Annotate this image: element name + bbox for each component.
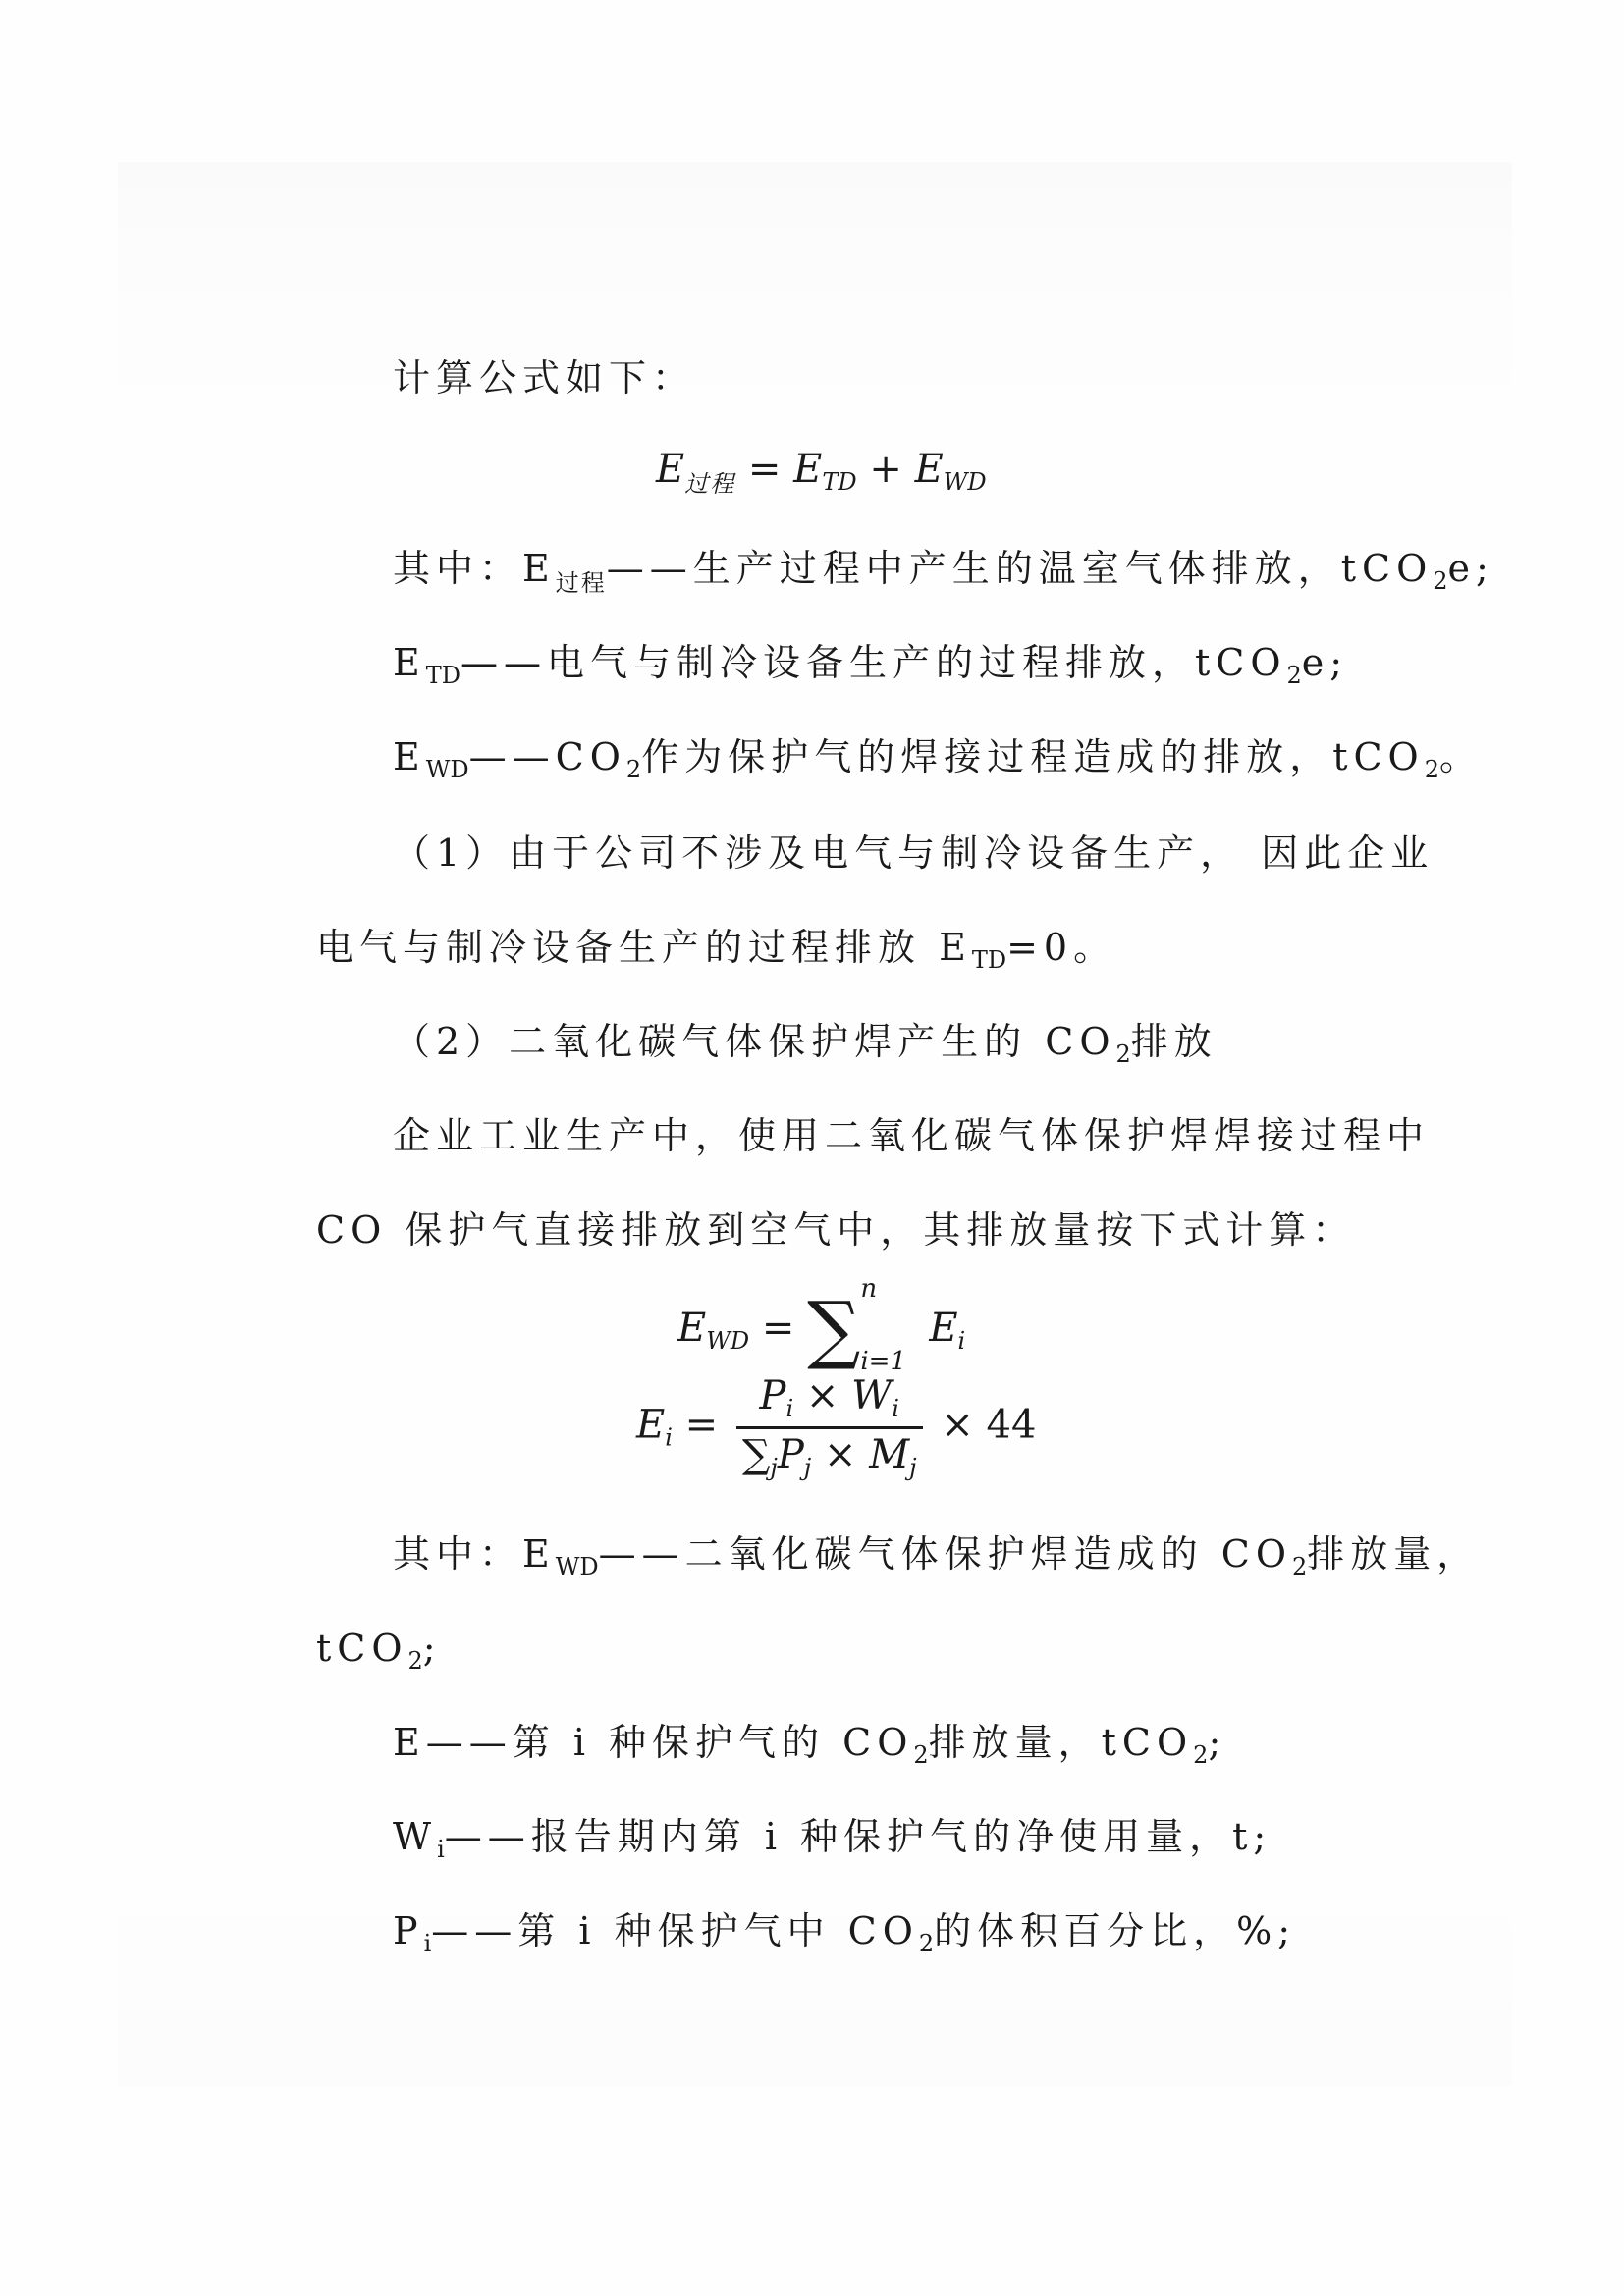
- f1-eq: =: [747, 447, 782, 492]
- intro-label: 计算公式如下：: [393, 356, 696, 400]
- def4-text: ——二氧化碳气体保护焊造成的 CO: [598, 1532, 1292, 1575]
- definition-ei: [393, 1721, 1227, 1769]
- f3-fraction: [736, 1373, 923, 1481]
- def5-mid-sub: 2: [1193, 1741, 1209, 1769]
- f2-sum-symbol: ∑: [807, 1285, 861, 1372]
- f3-tail: × 44: [941, 1402, 1037, 1448]
- f2-term: E: [929, 1306, 958, 1351]
- item1-line2-tail: =0。: [1006, 926, 1117, 969]
- def4-prefix: 其中：E: [393, 1532, 556, 1575]
- def5-text: ——第 i 种保护气的 CO: [425, 1721, 914, 1764]
- paragraph-line-1: [393, 1114, 1431, 1157]
- f1-lhs: E: [656, 447, 685, 492]
- def2-prefix: E: [393, 641, 426, 684]
- f3-den-times: ×: [823, 1432, 857, 1477]
- def7-text: ——第 i 种保护气中 CO: [431, 1909, 919, 1952]
- definition-wi: [393, 1815, 1272, 1863]
- def6-sub: i: [437, 1836, 445, 1863]
- f3-den-sum-sub: j: [770, 1454, 778, 1481]
- def7-tail: 的体积百分比，%;: [934, 1909, 1297, 1952]
- def1-text: ——生产过程中产生的温室气体排放，tCO: [606, 547, 1434, 590]
- def6-prefix: W: [393, 1815, 438, 1858]
- item2-text: （2）二氧化碳气体保护焊产生的 CO: [393, 1020, 1116, 1063]
- f3-num-p-sub: i: [785, 1395, 794, 1422]
- f1-term2: E: [914, 447, 944, 492]
- def3-text-sub: 2: [625, 756, 642, 783]
- f2-lhs: E: [677, 1306, 707, 1351]
- def3-prefix: E: [393, 735, 426, 778]
- f1-term2-sub: WD: [943, 468, 987, 496]
- formula-ei: [636, 1373, 1037, 1481]
- def5-tail: ;: [1208, 1721, 1227, 1764]
- def3-sub: WD: [425, 756, 469, 783]
- f3-num-w: W: [851, 1373, 893, 1418]
- def7-sub: i: [423, 1930, 432, 1957]
- def4-tail: 排放量，: [1307, 1532, 1481, 1575]
- definition-pi: [393, 1909, 1297, 1957]
- def4-sub: WD: [555, 1553, 599, 1580]
- item-1-line-1: [393, 831, 1435, 875]
- def2-tail: e;: [1301, 641, 1349, 684]
- definition-e-td: [393, 641, 1349, 689]
- def3-text: ——CO: [468, 735, 626, 778]
- def5-prefix: E: [393, 1721, 426, 1764]
- def1-text-sub: 2: [1433, 567, 1448, 595]
- f3-num-times: ×: [805, 1373, 839, 1418]
- def2-sub: TD: [425, 662, 460, 689]
- f3-num-p: P: [759, 1373, 786, 1418]
- definition-ewd-line-2: [316, 1629, 442, 1673]
- def1-prefix: 其中：E: [393, 547, 556, 590]
- def4-line2-tail: ;: [422, 1627, 442, 1670]
- f3-lhs-sub: i: [665, 1423, 673, 1452]
- item1-line2-sub: TD: [971, 946, 1007, 974]
- para-line1-text: 企业工业生产中，使用二氧化碳气体保护焊焊接过程中: [393, 1114, 1431, 1157]
- item-2-heading: [393, 1020, 1218, 1068]
- f3-den-p-sub: j: [803, 1454, 812, 1481]
- def2-text-sub: 2: [1286, 662, 1302, 689]
- def6-text: ——报告期内第 i 种保护气的净使用量，t;: [444, 1815, 1272, 1858]
- def7-prefix: P: [393, 1909, 424, 1952]
- def4-line2-sub: 2: [407, 1647, 423, 1675]
- f1-plus: +: [869, 447, 902, 492]
- f3-num-w-sub: i: [892, 1395, 899, 1422]
- f3-lhs: E: [636, 1402, 666, 1448]
- f3-den-m-sub: j: [909, 1454, 917, 1481]
- f3-denominator: [736, 1429, 923, 1479]
- definition-e-process: [393, 547, 1494, 597]
- item1-line2-text: 电气与制冷设备生产的过程排放 E: [316, 926, 972, 969]
- f3-numerator: [736, 1373, 923, 1429]
- f2-sum-limits: [860, 1274, 929, 1376]
- para-line2-text: CO 保护气直接排放到空气中，其排放量按下式计算：: [316, 1208, 1356, 1252]
- def5-mid: 排放量，tCO: [928, 1721, 1194, 1764]
- item1-text: （1）由于公司不涉及电气与制冷设备生产， 因此企业: [393, 831, 1435, 875]
- f2-eq: =: [761, 1306, 795, 1351]
- def1-sub: 过程: [555, 569, 607, 597]
- f2-lower-limit: i=1: [860, 1347, 906, 1376]
- def1-tail: e;: [1447, 547, 1494, 590]
- item2-tail: 排放: [1130, 1020, 1218, 1063]
- f3-den-p: P: [777, 1432, 804, 1477]
- def3-mid: 作为保护气的焊接过程造成的排放，tCO: [641, 735, 1425, 778]
- intro-text: [393, 356, 696, 400]
- item2-sub: 2: [1115, 1041, 1131, 1068]
- definition-ewd-line-1: [393, 1532, 1481, 1580]
- def5-text-sub: 2: [913, 1741, 929, 1769]
- def2-text: ——电气与制冷设备生产的过程排放，tCO: [460, 641, 1287, 684]
- def3-mid-sub: 2: [1424, 756, 1439, 783]
- f2-lhs-sub: WD: [706, 1327, 750, 1355]
- f2-term-sub: i: [957, 1327, 966, 1355]
- def4-line2-text: tCO: [316, 1627, 408, 1670]
- f3-den-m: M: [869, 1432, 910, 1477]
- paragraph-line-2: [316, 1208, 1356, 1252]
- def7-text-sub: 2: [918, 1930, 935, 1957]
- f3-eq: =: [684, 1402, 719, 1448]
- f1-term1-sub: TD: [822, 468, 857, 496]
- f3-den-sum: ∑: [741, 1432, 771, 1477]
- formula-ewd-sum: [677, 1274, 966, 1376]
- def3-tail: 。: [1438, 735, 1483, 778]
- f2-upper-limit: n: [860, 1274, 878, 1304]
- definition-e-wd: [393, 735, 1483, 783]
- def4-text-sub: 2: [1291, 1553, 1308, 1580]
- formula-process-emission: [656, 447, 987, 498]
- f1-lhs-sub: 过程: [684, 470, 736, 498]
- item-1-line-2: [316, 926, 1117, 974]
- f1-term1: E: [793, 447, 823, 492]
